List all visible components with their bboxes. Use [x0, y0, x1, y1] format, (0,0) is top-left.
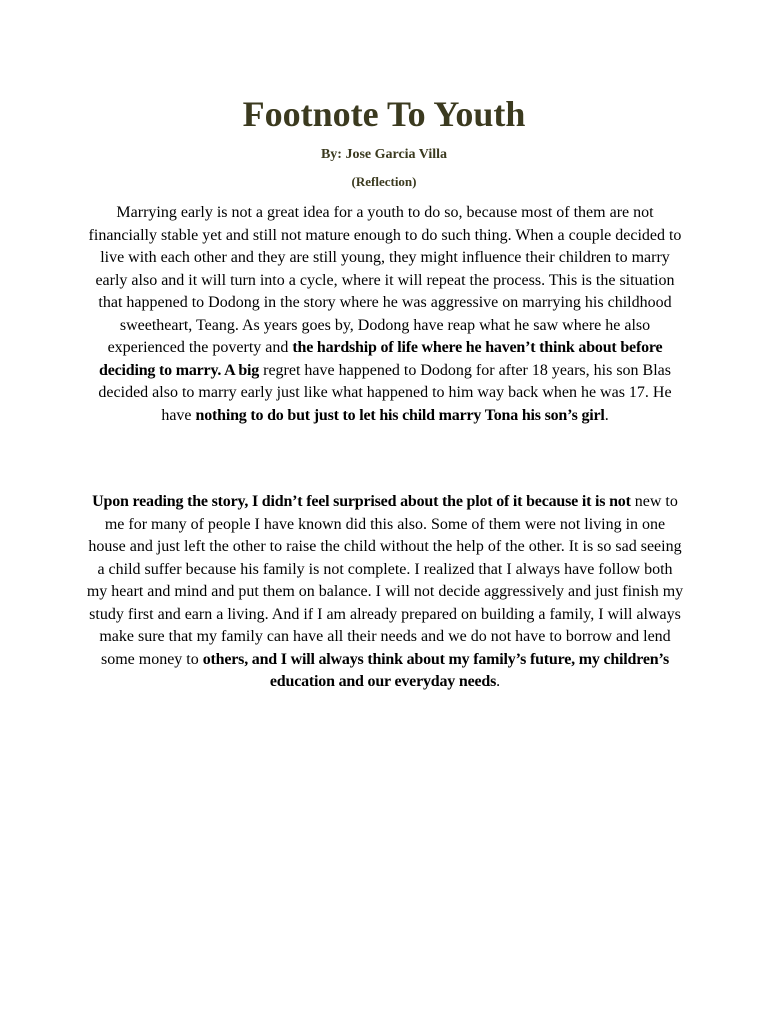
document-subtitle: (Reflection) [351, 174, 417, 189]
paragraph-1-text-a: Marrying early is not a great idea for a youth to do so, because most of them are not financially stable yet and still not mature enough to do such thing. When a couple decided to live with each other and they are still young, they might influence their children to marry early also and it will turn into a cycle, where it will repeat the process. This is the situation that happened to Dodong in the story where he was aggressive on marrying his childhood sweetheart, Teang. As years goes by, Dodong have reap what he saw where he also experienced the poverty and [88, 204, 682, 356]
paragraph-1-bold-a: the hardship of life where he haven’t think about before deciding to marry. A big [99, 339, 663, 379]
paragraph-2-bold-a: Upon reading the story, I didn’t feel surprised about the plot of it because it is not [92, 493, 631, 510]
paragraph-1 [86, 202, 684, 427]
paragraph-1-text-b: regret have happened to Dodong for after 18 years, his son Blas decided also to marry early just like what happened to him way back when he was 17. He have [98, 361, 672, 424]
paragraph-2-text-a: new to me for many of people I have known did this also. Some of them were not living in one house and just left the other to raise the child without the help of the other. It is so sad seeing a child suffer because his family is not complete. I realized that I always have follow both my heart and mind and put them on balance. I will not decide aggressively and just finish my study first and earn a living. And if I am already prepared on building a family, I will always make sure that my family can have all their needs and we do not have to borrow and lend some money to [86, 493, 684, 668]
paragraph-1-bold-b: nothing to do but just to let his child marry Tona his son’s girl [195, 406, 605, 424]
paragraph-2 [86, 491, 684, 694]
document-title: Footnote To Youth [242, 94, 526, 134]
author-byline: By: Jose Garcia Villa [320, 147, 448, 162]
paragraph-1-text-c: . [604, 406, 609, 424]
paragraph-2-text-b: . [496, 673, 501, 690]
paragraph-2-bold-b: others, and I will always think about my family’s future, my children’s education and our everyday needs [202, 650, 670, 690]
